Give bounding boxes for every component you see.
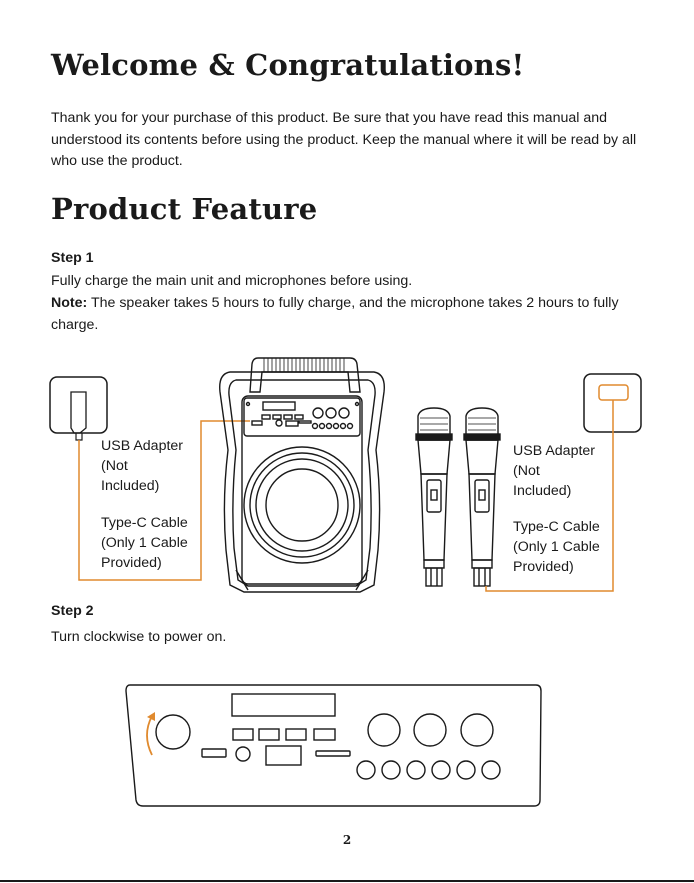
callout-line: (Not — [513, 463, 540, 479]
note-label: Note: — [51, 295, 88, 311]
section-title: Product Feature — [51, 192, 318, 226]
callout-line: Included) — [101, 478, 160, 494]
callout-line: USB Adapter — [101, 438, 184, 454]
left-type-c-cable-callout — [101, 513, 201, 573]
speaker-icon — [220, 358, 385, 592]
callout-line: USB Adapter — [513, 443, 596, 459]
step2-text: Turn clockwise to power on. — [51, 629, 227, 645]
control-panel-illustration — [126, 685, 541, 806]
callout-line: Type-C Cable — [513, 519, 600, 535]
callout-line: Included) — [513, 483, 572, 499]
right-usb-adapter-callout — [513, 441, 613, 501]
callout-line: Provided) — [513, 559, 574, 575]
step1-text: Fully charge the main unit and microphones before using. — [51, 273, 413, 289]
power-volume-knob-icon — [156, 715, 190, 749]
left-usb-adapter-callout — [101, 436, 201, 496]
callout-line: Provided) — [101, 555, 162, 571]
right-type-c-cable-callout — [513, 517, 613, 577]
left-usb-adapter-icon — [50, 377, 107, 440]
note-text: The speaker takes 5 hours to fully charge, and the microphone takes 2 hours to fully charge. — [51, 295, 619, 333]
microphone-2-icon — [464, 408, 500, 586]
bottom-rule — [0, 880, 694, 882]
callout-line: Type-C Cable — [101, 515, 188, 531]
page-number: 2 — [342, 833, 352, 847]
callout-line: (Only 1 Cable — [513, 539, 600, 555]
page-title: Welcome & Congratulations! — [51, 48, 525, 82]
step1-label: Step 1 — [51, 250, 94, 266]
step2-label: Step 2 — [51, 603, 94, 619]
callout-line: (Only 1 Cable — [101, 535, 188, 551]
microphone-1-icon — [416, 408, 452, 586]
intro-paragraph: Thank you for your purchase of this product. Be sure that you have read this manual and understood its contents before using the product. Keep the manual where it will be read by all who use the product. — [51, 110, 637, 169]
clockwise-arrow-icon — [147, 712, 155, 755]
callout-line: (Not — [101, 458, 128, 474]
